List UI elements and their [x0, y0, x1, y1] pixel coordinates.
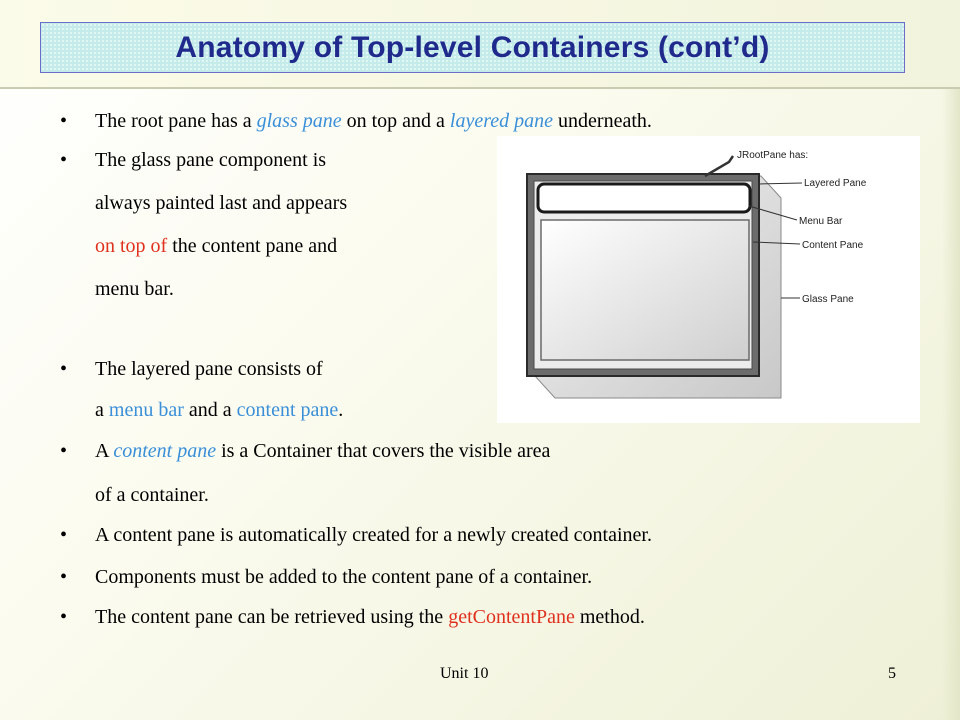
text-run: The root pane has a	[95, 110, 257, 132]
bullet-dot: •	[60, 566, 68, 588]
slide-edge-shade	[942, 0, 960, 720]
text-run: a	[95, 399, 109, 421]
bullet-dot: •	[60, 149, 68, 171]
bullet-1-text	[95, 109, 652, 133]
bullet-dot: •	[60, 606, 68, 628]
menu-bar-shape	[538, 184, 750, 212]
bullet-dot: •	[60, 358, 68, 380]
root-pane-diagram-svg	[497, 136, 920, 423]
slide-title: Anatomy of Top-level Containers (cont’d)	[175, 30, 770, 64]
text-run: method.	[574, 606, 645, 628]
term-layered-pane: layered pane	[449, 110, 554, 132]
bullet-3-line-2	[95, 398, 343, 422]
label-root-pane: JRootPane has:	[737, 150, 809, 161]
term-getcontentpane: getContentPane	[448, 606, 575, 628]
term-on-top-of: on top of	[95, 235, 168, 257]
bullet-4-line-2: of a container.	[95, 484, 209, 506]
footer-unit: Unit 10	[440, 665, 489, 682]
label-glass-pane: Glass Pane	[802, 294, 854, 305]
title-divider	[0, 87, 960, 89]
term-content-pane: content pane	[236, 399, 339, 421]
bullet-4-line-1	[95, 439, 550, 463]
bullet-dot: •	[60, 524, 68, 546]
term-content-pane: content pane	[113, 440, 217, 462]
bullet-5-text: A content pane is automatically created for a newly created container.	[95, 524, 652, 546]
text-run: .	[338, 399, 344, 421]
text-run: and a	[183, 399, 237, 421]
bullet-dot: •	[60, 440, 68, 462]
page-number: 5	[888, 665, 896, 682]
bullet-2-line-4: menu bar.	[95, 278, 174, 300]
bullet-3-line-1: The layered pane consists of	[95, 358, 323, 380]
bullet-2-line-2: always painted last and appears	[95, 192, 348, 214]
bullet-dot: •	[60, 110, 68, 132]
label-menu-bar: Menu Bar	[799, 216, 843, 227]
text-run: on top and a	[341, 110, 450, 132]
root-pane-diagram	[497, 136, 920, 423]
title-box	[40, 22, 905, 73]
bullet-7-text	[95, 605, 645, 629]
bullet-6-text: Components must be added to the content pane of a container.	[95, 566, 593, 588]
bullet-2-line-3	[95, 234, 337, 258]
text-run: The content pane can be retrieved using the	[95, 606, 449, 628]
text-run: underneath.	[553, 110, 652, 132]
text-run: is a Container that covers the visible area	[216, 440, 551, 462]
text-run: A	[95, 440, 114, 462]
term-glass-pane: glass pane	[256, 110, 342, 132]
bullet-2-line-1: The glass pane component is	[95, 149, 327, 171]
label-content-pane: Content Pane	[802, 240, 864, 251]
content-pane-shape	[541, 220, 749, 360]
label-layered-pane: Layered Pane	[804, 178, 867, 189]
term-menu-bar: menu bar	[108, 399, 184, 421]
text-run: the content pane and	[167, 235, 338, 257]
